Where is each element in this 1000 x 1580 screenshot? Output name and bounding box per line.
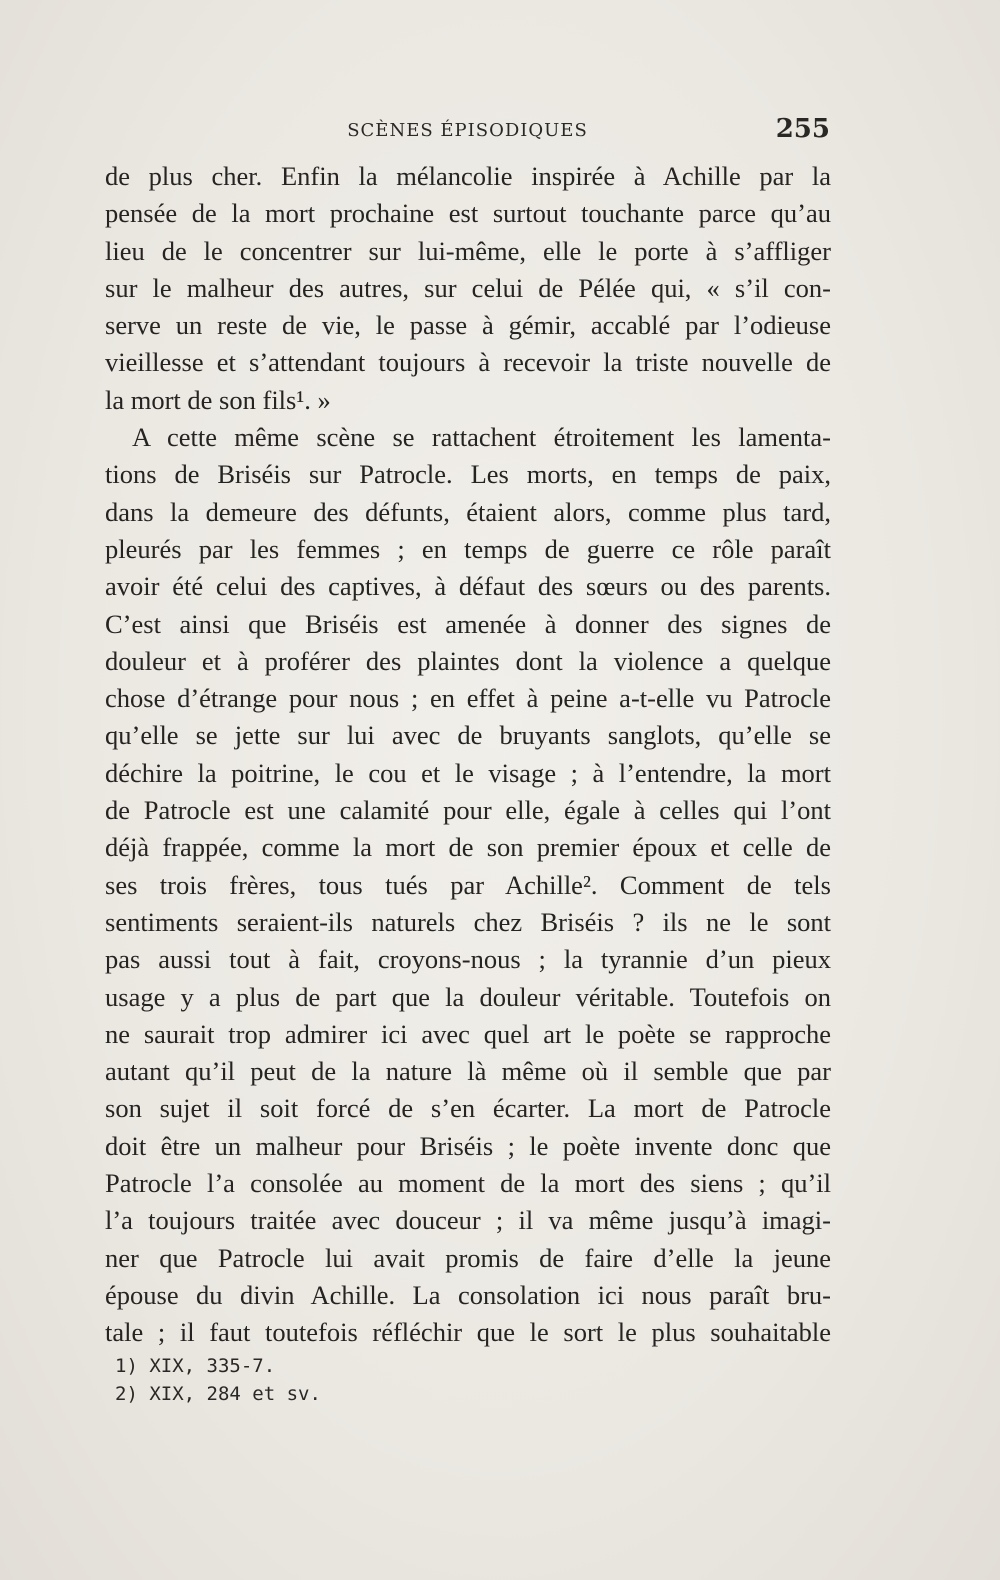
text-line: ne saurait trop admirer ici avec quel art le poète se rapproche: [105, 1018, 831, 1049]
text-line: de plus cher. Enfin la mélancolie inspirée à Achille par la: [105, 161, 831, 191]
text-line: lieu de le concentrer sur lui-même, elle le porte à s’affliger: [105, 235, 831, 266]
text-line: déchire la poitrine, le cou et le visage ; à l’entendre, la mort: [105, 757, 831, 788]
text-line: dans la demeure des défunts, étaient alors, comme plus tard,: [105, 496, 831, 527]
text-line: sentiments seraient-ils naturels chez Briséis ? ils ne le sont: [105, 906, 831, 937]
text-line: tale ; il faut toutefois réfléchir que le sort le plus souhaitable: [105, 1317, 831, 1348]
text-line: douleur et à proférer des plaintes dont la violence a quelque: [105, 645, 831, 676]
text-line: serve un reste de vie, le passe à gémir, accablé par l’odieuse: [105, 310, 831, 341]
page-number: 255: [775, 114, 830, 144]
text-line: doit être un malheur pour Briséis ; le poète invente donc que: [105, 1130, 831, 1161]
text-line: pas aussi tout à fait, croyons-nous ; la tyrannie d’un pieux: [105, 944, 831, 975]
text-line: ses trois frères, tous tués par Achille². Comment de tels: [105, 869, 831, 900]
text-line: de Patrocle est une calamité pour elle, égale à celles qui l’ont: [105, 795, 831, 826]
body-text: [105, 158, 831, 1352]
footnote-2: 2) XIX, 284 et sv.: [115, 1383, 321, 1405]
text-line: A cette même scène se rattachent étroitement les lamenta-: [132, 422, 831, 453]
text-line: pensée de la mort prochaine est surtout touchante parce qu’au: [105, 198, 831, 229]
text-line: la mort de son fils¹. »: [105, 384, 331, 415]
text-line: qu’elle se jette sur lui avec de bruyants sanglots, qu’elle se: [105, 720, 831, 751]
text-line: usage y a plus de part que la douleur véritable. Toutefois on: [105, 981, 831, 1012]
text-line: l’a toujours traitée avec douceur ; il va même jusqu’à imagi-: [105, 1205, 831, 1236]
page-header: [105, 114, 830, 148]
text-line: pleurés par les femmes ; en temps de guerre ce rôle paraît: [105, 533, 831, 564]
text-line: avoir été celui des captives, à défaut des sœurs ou des parents.: [105, 571, 831, 602]
text-line: C’est ainsi que Briséis est amenée à donner des signes de: [105, 608, 831, 639]
footnote-1: 1) XIX, 335-7.: [115, 1355, 276, 1377]
text-line: tions de Briséis sur Patrocle. Les morts, en temps de paix,: [105, 459, 831, 490]
running-title: SCÈNES ÉPISODIQUES: [347, 120, 588, 141]
text-line: Patrocle l’a consolée au moment de la mort des siens ; qu’il: [105, 1168, 831, 1199]
text-line: déjà frappée, comme la mort de son premier époux et celle de: [105, 832, 831, 863]
footnotes: [115, 1352, 321, 1408]
text-line: épouse du divin Achille. La consolation ici nous paraît bru-: [105, 1279, 831, 1310]
text-line: autant qu’il peut de la nature là même où il semble que par: [105, 1056, 831, 1087]
text-line: son sujet il soit forcé de s’en écarter. La mort de Patrocle: [105, 1093, 831, 1124]
text-line: chose d’étrange pour nous ; en effet à peine a-t-elle vu Patrocle: [105, 683, 831, 714]
text-line: ner que Patrocle lui avait promis de faire d’elle la jeune: [105, 1242, 831, 1273]
text-line: vieillesse et s’attendant toujours à recevoir la triste nouvelle de: [105, 347, 831, 378]
text-line: sur le malheur des autres, sur celui de Pélée qui, « s’il con-: [105, 272, 831, 303]
